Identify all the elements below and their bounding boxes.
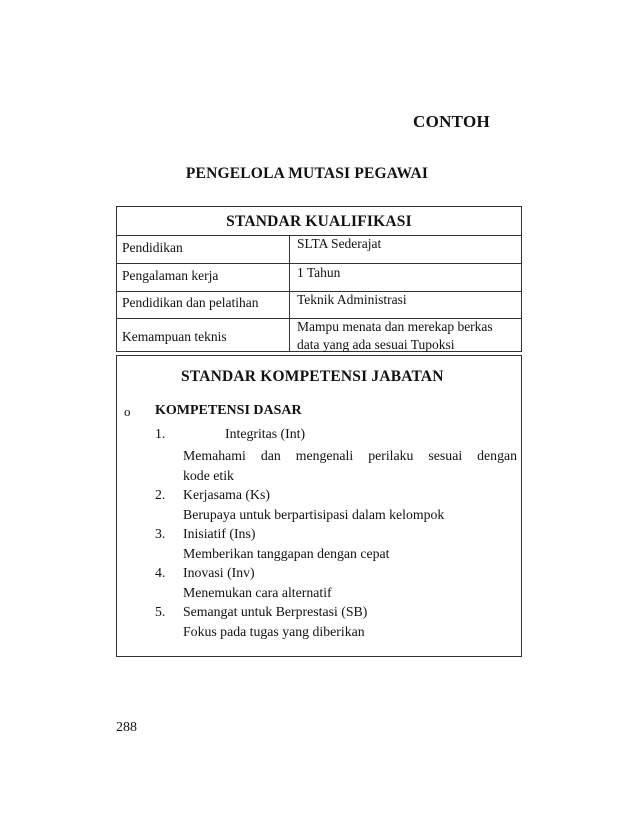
item-number: 4.: [155, 565, 166, 580]
item-desc: Menemukan cara alternatif: [183, 585, 332, 600]
contoh-label: CONTOH: [413, 112, 491, 131]
row-value-pengalaman: 1 Tahun: [297, 265, 341, 280]
row-label-pengalaman: Pengalaman kerja: [122, 268, 219, 283]
page-title-text: PENGELOLA MUTASI PEGAWAI: [185, 165, 429, 182]
item-name: Inisiatif (Ins): [183, 526, 256, 541]
item-number: 3.: [155, 526, 166, 541]
item-desc: Fokus pada tugas yang diberikan: [183, 624, 365, 639]
row-label-pendidikan: Pendidikan: [122, 240, 183, 255]
row-value-kemampuan-2: data yang ada sesuai Tupoksi: [297, 337, 455, 352]
bullet-icon: o: [124, 404, 131, 419]
qualification-heading: STANDAR KUALIFIKASI: [226, 213, 412, 230]
competency-box: [116, 355, 522, 657]
item-desc: Memahami dan mengenali perilaku sesuai dengan: [183, 448, 517, 463]
item-desc: Berupaya untuk berpartisipasi dalam kelompok: [183, 507, 445, 522]
qualification-table: [116, 206, 522, 352]
competency-heading: STANDAR KOMPETENSI JABATAN: [181, 368, 444, 385]
item-name: Inovasi (Inv): [183, 565, 255, 580]
table-column-divider: [289, 235, 290, 351]
item-number: 1.: [155, 426, 166, 441]
page-number: 288: [116, 720, 137, 735]
item-desc: Memberikan tanggapan dengan cepat: [183, 546, 390, 561]
item-number: 2.: [155, 487, 166, 502]
item-name: Kerjasama (Ks): [183, 487, 270, 502]
row-value-diklat: Teknik Administrasi: [297, 292, 407, 307]
section-title: KOMPETENSI DASAR: [155, 403, 302, 418]
row-value-kemampuan-1: Mampu menata dan merekap berkas: [297, 319, 493, 334]
item-desc: kode etik: [183, 468, 234, 483]
row-label-diklat: Pendidikan dan pelatihan: [122, 295, 259, 310]
row-label-kemampuan: Kemampuan teknis: [122, 329, 227, 344]
page-title: [0, 165, 638, 183]
row-value-pendidikan: SLTA Sederajat: [297, 236, 382, 251]
item-name: Integritas (Int): [225, 426, 306, 441]
item-number: 5.: [155, 604, 166, 619]
item-name: Semangat untuk Berprestasi (SB): [183, 604, 368, 619]
